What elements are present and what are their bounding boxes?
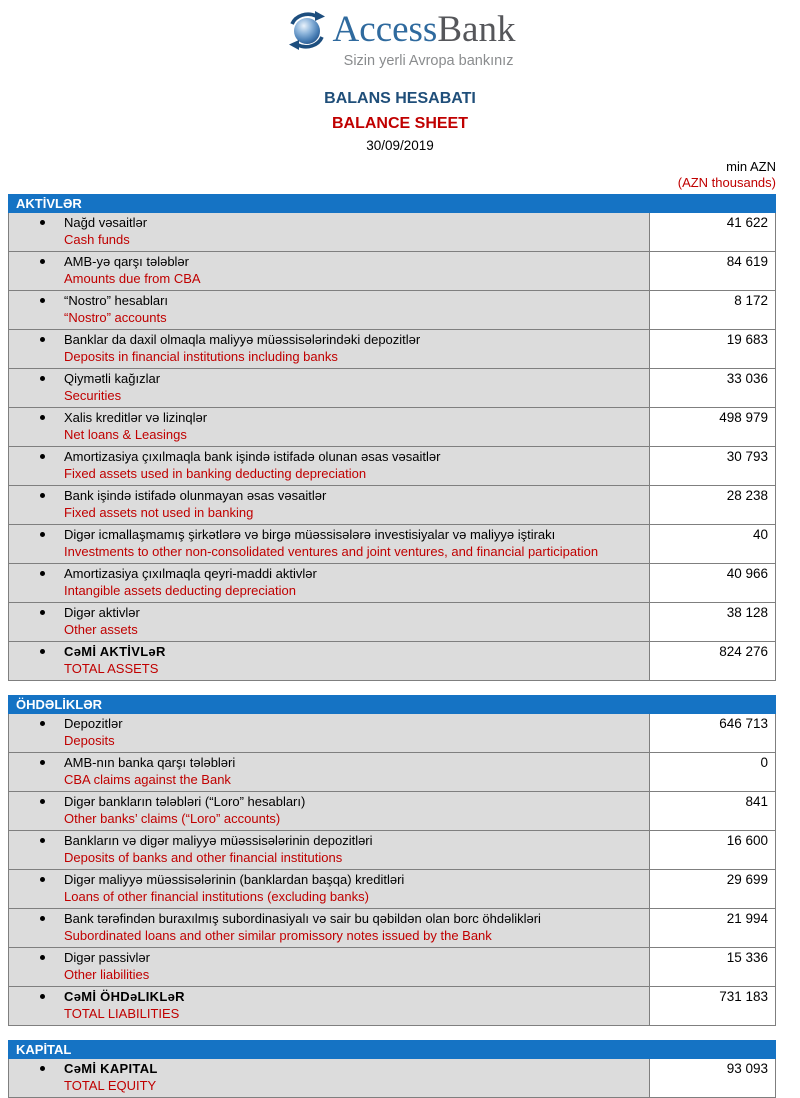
- table-row: [9, 368, 775, 407]
- row-label-en: Investments to other non-consolidated ventures and joint ventures, and financial participation: [64, 544, 599, 559]
- table-row: [9, 1059, 775, 1097]
- row-label-en: TOTAL EQUITY: [64, 1078, 157, 1093]
- table-row: [9, 251, 775, 290]
- row-label-az: “Nostro” hesabları: [64, 293, 169, 308]
- table-row: [9, 290, 775, 329]
- row-label-cell: [9, 291, 649, 329]
- bullet-icon: [40, 571, 45, 576]
- row-label-az: Digər passivlər: [64, 950, 150, 965]
- row-label-en: Other banks’ claims (“Loro” accounts): [64, 811, 281, 826]
- bullet-icon: [40, 337, 45, 342]
- row-value: 41 622: [649, 213, 775, 251]
- section-header-label: KAPİTAL: [16, 1042, 72, 1057]
- row-label-en: Net loans & Leasings: [64, 427, 187, 442]
- row-label-az: Xalis kreditlər və lizinqlər: [64, 410, 208, 425]
- row-value: 15 336: [649, 948, 775, 986]
- bullet-icon: [40, 532, 45, 537]
- row-label-cell: [9, 1059, 649, 1097]
- row-label-az: CəMİ AKTİVLəR: [64, 644, 166, 659]
- section-header: [8, 194, 776, 213]
- row-label-cell: [9, 564, 649, 602]
- row-label-cell: [9, 792, 649, 830]
- row-label-en: Other liabilities: [64, 967, 150, 982]
- bullet-icon: [40, 955, 45, 960]
- row-label-en: Loans of other financial institutions (excluding banks): [64, 889, 369, 904]
- row-value: 731 183: [649, 987, 775, 1025]
- bank-tagline: Sizin yerli Avropa bankınız: [343, 53, 514, 69]
- row-label-az: CəMİ ÖHDəLIKLəR: [64, 989, 185, 1004]
- row-label-cell: [9, 213, 649, 251]
- bullet-icon: [40, 493, 45, 498]
- row-label-az: Nağd vəsaitlər: [64, 215, 148, 230]
- section-header: [8, 1040, 776, 1059]
- row-label-az: Qiymətli kağızlar: [64, 371, 161, 386]
- row-label-en: Other assets: [64, 622, 138, 637]
- report-header: [0, 0, 800, 153]
- table-row: [9, 947, 775, 986]
- row-label-en: Amounts due from CBA: [64, 271, 201, 286]
- row-value: 19 683: [649, 330, 775, 368]
- section-header-label: ÖHDƏLİKLƏR: [16, 697, 103, 712]
- balance-section: [8, 695, 776, 1026]
- report-title-en: BALANCE SHEET: [331, 115, 468, 132]
- section-rows: [8, 1059, 776, 1098]
- row-label-en: Deposits in financial institutions including banks: [64, 349, 338, 364]
- row-value: 824 276: [649, 642, 775, 680]
- row-value: 40: [649, 525, 775, 563]
- table-row: [9, 986, 775, 1025]
- row-label-cell: [9, 603, 649, 641]
- bullet-icon: [40, 1066, 45, 1071]
- row-label-en: Deposits: [64, 733, 115, 748]
- row-label-az: AMB-yə qarşı tələblər: [64, 254, 189, 269]
- row-label-cell: [9, 948, 649, 986]
- row-label-cell: [9, 486, 649, 524]
- row-label-az: Bank işində istifadə olunmayan əsas vəsaitlər: [64, 488, 327, 503]
- row-label-en: Deposits of banks and other financial institutions: [64, 850, 343, 865]
- row-label-cell: [9, 714, 649, 752]
- row-label-az: Amortizasiya çıxılmaqla qeyri-maddi aktivlər: [64, 566, 317, 581]
- table-row: [9, 791, 775, 830]
- row-value: 646 713: [649, 714, 775, 752]
- table-row: [9, 714, 775, 752]
- row-label-en: TOTAL LIABILITIES: [64, 1006, 180, 1021]
- bank-name: [333, 10, 516, 50]
- row-label-az: Depozitlər: [64, 716, 123, 731]
- row-value: 841: [649, 792, 775, 830]
- bank-name-bank: Bank: [437, 9, 516, 50]
- section-rows: [8, 714, 776, 1026]
- row-label-en: Fixed assets not used in banking: [64, 505, 254, 520]
- units-az: min AZN: [726, 159, 776, 174]
- row-label-cell: [9, 642, 649, 680]
- row-label-az: Digər maliyyə müəssisələrinin (banklardan başqa) kreditləri: [64, 872, 405, 887]
- row-value: 29 699: [649, 870, 775, 908]
- bullet-icon: [40, 649, 45, 654]
- row-label-cell: [9, 909, 649, 947]
- table-row: [9, 830, 775, 869]
- report-title-az: BALANS HESABATI: [324, 90, 476, 107]
- bullet-icon: [40, 721, 45, 726]
- row-label-cell: [9, 252, 649, 290]
- row-label-en: Subordinated loans and other similar promissory notes issued by the Bank: [64, 928, 492, 943]
- row-value: 21 994: [649, 909, 775, 947]
- row-label-az: Bankların və digər maliyyə müəssisələrinin depozitləri: [64, 833, 373, 848]
- row-label-cell: [9, 525, 649, 563]
- row-label-en: Cash funds: [64, 232, 130, 247]
- row-label-en: CBA claims against the Bank: [64, 772, 231, 787]
- bullet-icon: [40, 610, 45, 615]
- row-value: 28 238: [649, 486, 775, 524]
- table-row: [9, 602, 775, 641]
- row-value: 0: [649, 753, 775, 791]
- row-value: 30 793: [649, 447, 775, 485]
- row-label-cell: [9, 987, 649, 1025]
- row-label-az: Amortizasiya çıxılmaqla bank işində istifadə olunan əsas vəsaitlər: [64, 449, 441, 464]
- bullet-icon: [40, 220, 45, 225]
- row-label-cell: [9, 447, 649, 485]
- table-row: [9, 407, 775, 446]
- row-label-en: Intangible assets deducting depreciation: [64, 583, 296, 598]
- table-row: [9, 524, 775, 563]
- bank-name-access: Access: [332, 9, 438, 50]
- row-label-en: TOTAL ASSETS: [64, 661, 159, 676]
- row-label-az: Bank tərəfindən buraxılmış subordinasiyalı və sair bu qəbildən olan borc öhdəlikləri: [64, 911, 541, 926]
- row-label-az: Digər bankların tələbləri (“Loro” hesabları): [64, 794, 306, 809]
- row-label-cell: [9, 408, 649, 446]
- table-row: [9, 641, 775, 680]
- bank-logo: [285, 8, 516, 69]
- bullet-icon: [40, 298, 45, 303]
- section-rows: [8, 213, 776, 681]
- report-date: 30/09/2019: [366, 138, 434, 153]
- row-label-az: CəMİ KAPITAL: [64, 1061, 158, 1076]
- bullet-icon: [40, 376, 45, 381]
- table-row: [9, 752, 775, 791]
- row-value: 93 093: [649, 1059, 775, 1097]
- row-value: 40 966: [649, 564, 775, 602]
- bullet-icon: [40, 916, 45, 921]
- row-label-cell: [9, 369, 649, 407]
- balance-table: [8, 194, 776, 1098]
- row-label-az: Digər aktivlər: [64, 605, 140, 620]
- bullet-icon: [40, 877, 45, 882]
- row-label-az: AMB-nın banka qarşı tələbləri: [64, 755, 236, 770]
- row-label-cell: [9, 870, 649, 908]
- row-label-en: Securities: [64, 388, 122, 403]
- bullet-icon: [40, 994, 45, 999]
- row-label-cell: [9, 831, 649, 869]
- row-value: 498 979: [649, 408, 775, 446]
- bullet-icon: [40, 454, 45, 459]
- table-row: [9, 446, 775, 485]
- row-value: 16 600: [649, 831, 775, 869]
- row-label-cell: [9, 330, 649, 368]
- bullet-icon: [40, 415, 45, 420]
- table-row: [9, 869, 775, 908]
- bullet-icon: [40, 760, 45, 765]
- units-en: (AZN thousands): [677, 175, 776, 190]
- row-value: 8 172: [649, 291, 775, 329]
- row-label-az: Banklar da daxil olmaqla maliyyə müəssisələrindəki depozitlər: [64, 332, 421, 347]
- balance-section: [8, 1040, 776, 1098]
- row-label-en: Fixed assets used in banking deducting depreciation: [64, 466, 367, 481]
- units-note: [8, 159, 776, 191]
- table-row: [9, 563, 775, 602]
- table-row: [9, 329, 775, 368]
- bullet-icon: [40, 838, 45, 843]
- row-value: 84 619: [649, 252, 775, 290]
- balance-section: [8, 194, 776, 681]
- row-label-en: “Nostro” accounts: [64, 310, 167, 325]
- bullet-icon: [40, 799, 45, 804]
- bullet-icon: [40, 259, 45, 264]
- table-row: [9, 213, 775, 251]
- section-header-label: AKTİVLƏR: [16, 196, 82, 211]
- table-row: [9, 908, 775, 947]
- row-value: 38 128: [649, 603, 775, 641]
- row-value: 33 036: [649, 369, 775, 407]
- row-label-az: Digər icmallaşmamış şirkətlərə və birgə müəssisələrə investisiyalar və maliyyə iştirakı: [64, 527, 556, 542]
- table-row: [9, 485, 775, 524]
- section-header: [8, 695, 776, 714]
- globe-icon: [285, 8, 329, 52]
- row-label-cell: [9, 753, 649, 791]
